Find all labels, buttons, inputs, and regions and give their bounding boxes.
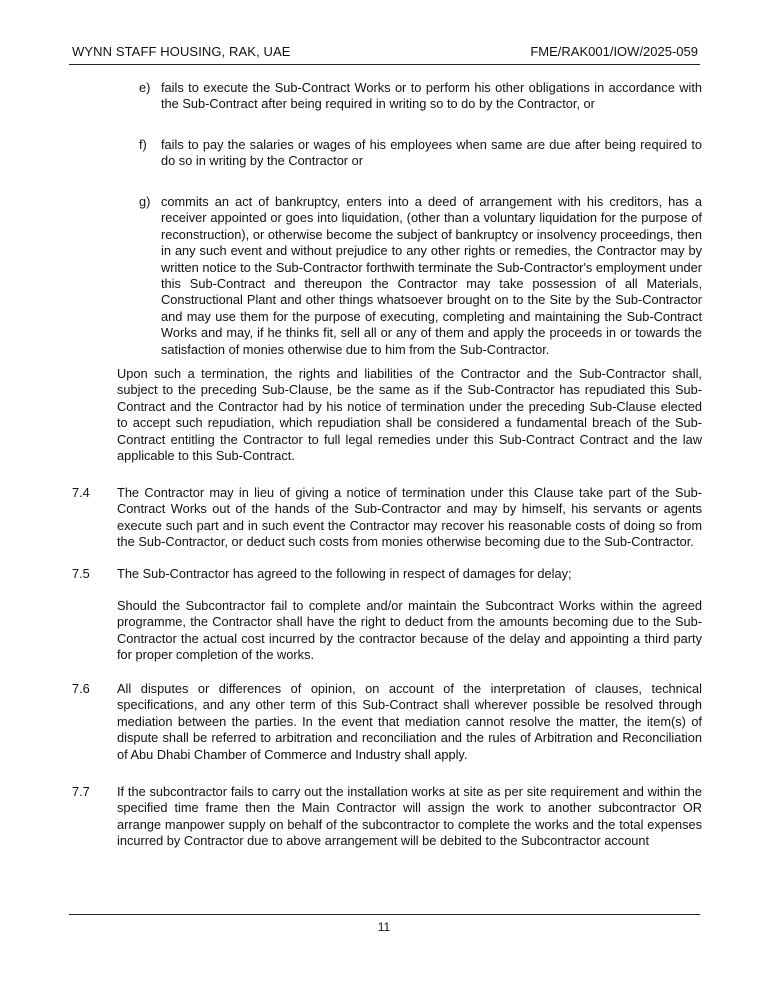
clause-7-4 [72,485,702,551]
clause-number: 7.4 [72,485,90,500]
list-item-letter: e) [139,80,151,95]
list-item-text: fails to execute the Sub-Contract Works or to perform his other obligations in accordance with the Sub-Contract after being required in writing so to do by the Contractor, or [161,80,702,112]
list-item-g [139,194,702,358]
list-item-text: commits an act of bankruptcy, enters into a deed of arrangement with his creditors, has a receiver appointed or goes into liquidation, (other than a voluntary liquidation for the purpose of reconstruction), or otherwise become the subject of bankruptcy or insolvency proceedings, then in any such event and without prejudice to any other rights or remedies, the Contractor may by written notice to the Sub-Contractor forthwith terminate the Sub-Contractor's employment under this Sub-Contract and thereupon the Contractor may take possession of all Materials, Constructional Plant and other things whatsoever brought on to the Site by the Sub-Contractor and may use them for the purpose of executing, completing and maintaining the Sub-Contract Works and may, if he thinks fit, sell all or any of them and apply the proceeds in or towards the satisfaction of monies otherwise due to him from the Sub-Contractor. [161,194,702,357]
clause-7-5 [72,566,702,582]
clause-number: 7.6 [72,681,90,696]
clause-7-7 [72,784,702,850]
header-project-name: WYNN STAFF HOUSING, RAK, UAE [72,44,291,59]
clause-7-6 [72,681,702,763]
list-item-text: fails to pay the salaries or wages of his employees when same are due after being required to do so in writing by the Contractor or [161,137,702,169]
list-item-letter: f) [139,137,147,152]
clause-text: If the subcontractor fails to carry out the installation works at site as per site requirement and within the specified time frame then the Main Contractor will assign the work to another subcontractor OR arrange manpower supply on behalf of the subcontractor to complete the works and the total expenses incurred by Contractor due to above arrangement will be debited to the Subcontractor account [117,784,702,849]
clause-text: The Contractor may in lieu of giving a notice of termination under this Clause take part of the Sub-Contract Works out of the hands of the Sub-Contractor and may by himself, his servants or agents execute such part and in such event the Contractor may recover his reasonable costs of doing so from the Sub-Contractor, or deduct such costs from monies otherwise becoming due to the Sub-Contractor. [117,485,702,550]
footer-divider [69,914,700,915]
clause-number: 7.5 [72,566,90,581]
header-divider [69,64,700,65]
clause-text: All disputes or differences of opinion, on account of the interpretation of clauses, technical specifications, and any other term of this Sub-Contract shall wherever possible be resolved through mediation between the parties. In the event that mediation cannot resolve the matter, the item(s) of dispute shall be referred to arbitration and reconciliation and the rules of Arbitration and Reconciliation of Abu Dhabi Chamber of Commerce and Industry shall apply. [117,681,702,762]
list-item-f [139,137,702,170]
list-item-e [139,80,702,113]
termination-paragraph: Upon such a termination, the rights and liabilities of the Contractor and the Sub-Contractor shall, subject to the preceding Sub-Clause, be the same as if the Sub-Contractor has repudiated this Sub-Contract and the Contractor had by his notice of termination under the preceding Sub-Clause elected to accept such repudiation, which repudiation shall be considered a fundamental breach of the Sub-Contract entitling the Contractor to full legal remedies under this Sub-Contract Contract and the law applicable to this Sub-Contract. [117,366,702,464]
list-item-letter: g) [139,194,151,209]
clause-text: The Sub-Contractor has agreed to the following in respect of damages for delay; [117,566,572,581]
clause-number: 7.7 [72,784,90,799]
header-document-reference: FME/RAK001/IOW/2025-059 [530,44,698,59]
page-number: 11 [377,920,391,934]
clause-7-5-detail: Should the Subcontractor fail to complete and/or maintain the Subcontract Works within the agreed programme, the Contractor shall have the right to deduct from the amounts becoming due to the Sub-Contractor the actual cost incurred by the contractor because of the delay and appointing a third party for proper completion of the works. [117,598,702,663]
